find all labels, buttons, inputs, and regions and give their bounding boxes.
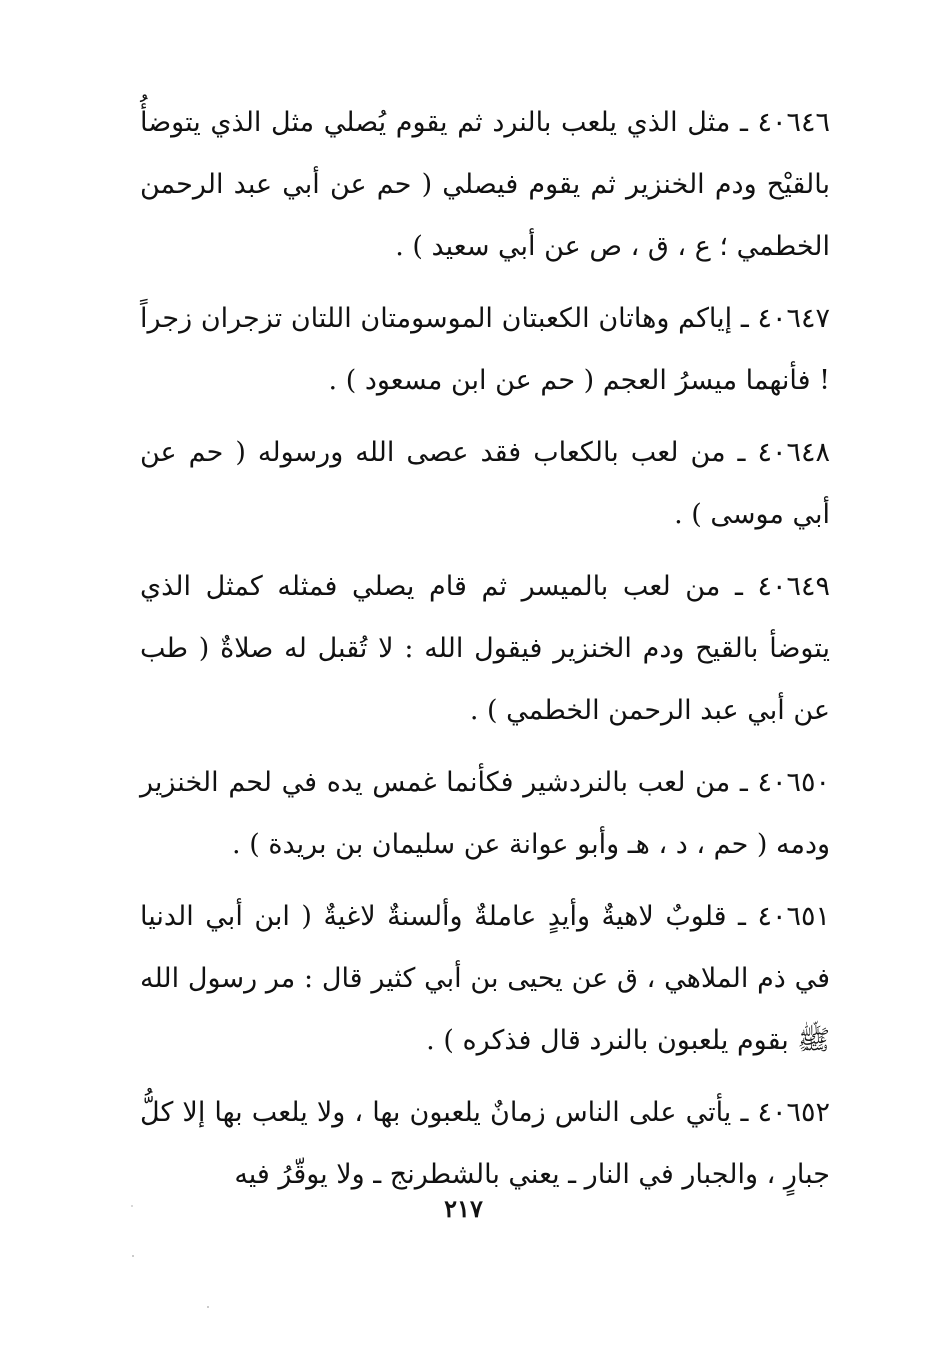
hadith-entry-40652: ٤٠٦٥٢ ـ يأتي على الناس زمانٌ يلعبون بها ، ولا يلعب بها إلا كلُّ جبارٍ ، والجبار في النار ـ يعني بالشطرنج ـ ولا يوقّرُ فيه <box>140 1097 830 1190</box>
scan-speck <box>207 1306 209 1308</box>
page-number: ٢١٧ <box>444 1194 483 1223</box>
hadith-entry-40649: ٤٠٦٤٩ ـ من لعب بالميسر ثم قام يصلي فمثله كمثل الذي يتوضأ بالقيح ودم الخنزير فيقول الله : لا تُقبل له صلاةٌ ( طب عن أبي عبد الرحمن الخطمي ) . <box>140 571 830 726</box>
hadith-entry-40648: ٤٠٦٤٨ ـ من لعب بالكعاب فقد عصى الله ورسوله ( حم عن أبي موسى ) . <box>140 437 830 530</box>
hadith-entry-40650: ٤٠٦٥٠ ـ من لعب بالنردشير فكأنما غمس يده في لحم الخنزير ودمه ( حم ، د ، هـ وأبو عوانة عن سليمان بن بريدة ) . <box>140 767 830 860</box>
scan-speck <box>131 1205 133 1207</box>
scan-speck <box>132 1255 134 1257</box>
hadith-entry-40651: ٤٠٦٥١ ـ قلوبٌ لاهيةٌ وأيدٍ عاملةٌ وألسنةٌ لاغيةٌ ( ابن أبي الدنيا في ذم الملاهي ، ق عن يحيى بن أبي كثير قال : مر رسول الله ﷺ بقوم يلعبون بالنرد قال فذكره ) . <box>140 901 830 1056</box>
hadith-text-block <box>140 92 830 1206</box>
hadith-entry-40647: ٤٠٦٤٧ ـ إياكم وهاتان الكعبتان الموسومتان اللتان تزجران زجراً ! فأنهما ميسرُ العجم ( حم عن ابن مسعود ) . <box>140 303 830 396</box>
hadith-entry-40646: ٤٠٦٤٦ ـ مثل الذي يلعب بالنرد ثم يقوم يُصلي مثل الذي يتوضأُ بالقيْح ودم الخنزير ثم يقوم فيصلي ( حم عن أبي عبد الرحمن الخطمي ؛ ع ، ق ، ص عن أبي سعيد ) . <box>140 107 830 262</box>
